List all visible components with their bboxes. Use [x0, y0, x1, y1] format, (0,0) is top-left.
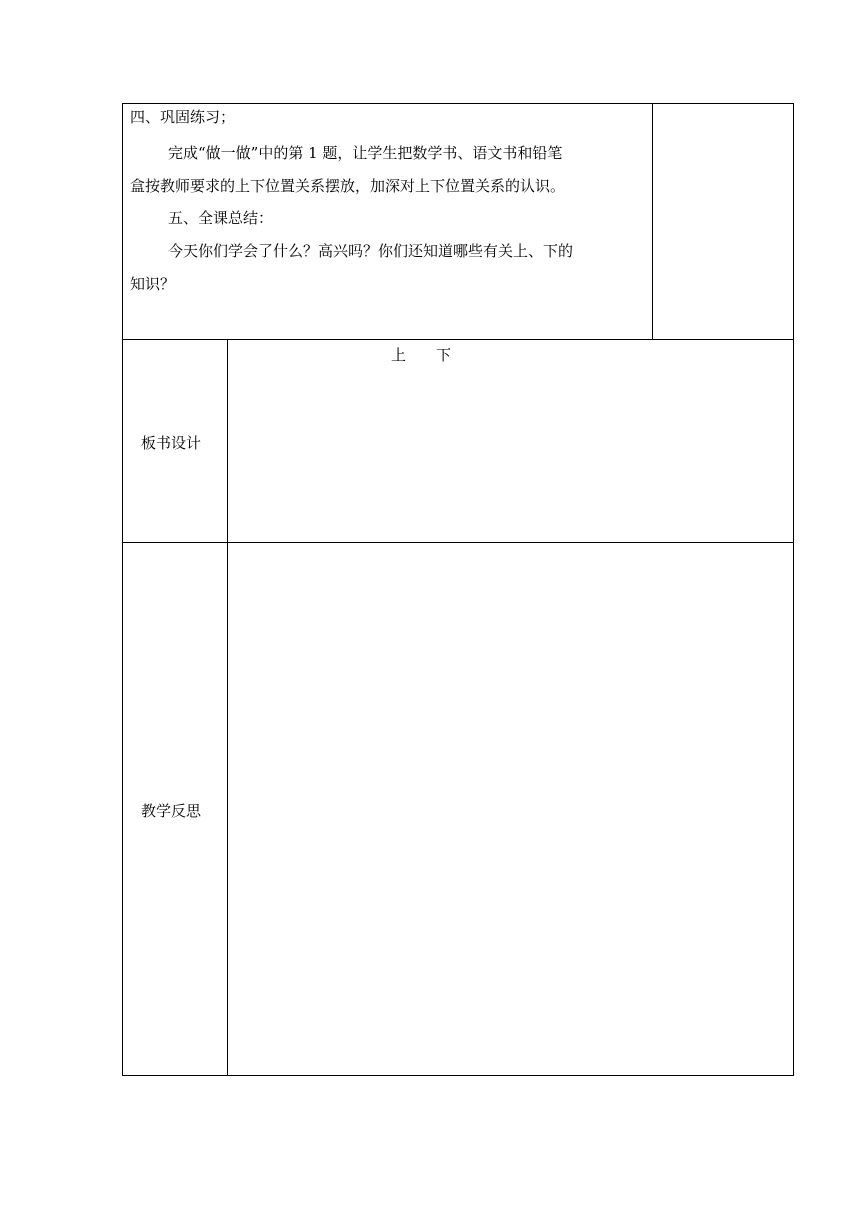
reflection-content-cell: [228, 543, 793, 1075]
board-design-content-cell: [228, 340, 793, 542]
section-five-text-line1: 今天你们学会了什么？高兴吗？你们还知道哪些有关上、下的: [168, 242, 574, 260]
board-design-label: 板书设计: [141, 434, 202, 452]
board-title-up: 上: [391, 346, 407, 364]
section-four-heading: 四、巩固练习；: [130, 108, 236, 126]
reflection-label-cell: [122, 543, 227, 1075]
lesson-plan-table: [122, 103, 794, 1076]
table-border-right: [793, 103, 794, 1076]
notes-cell: [653, 103, 793, 339]
section-four-text-line2: 盒按教师要求的上下位置关系摆放，加深对上下位置关系的认识。: [130, 177, 566, 195]
lesson-content-cell: [122, 103, 652, 339]
reflection-label: 教学反思: [141, 802, 202, 820]
section-four-text-line1: 完成“做一做”中的第 1 题，让学生把数学书、语文书和铅笔: [168, 144, 563, 162]
board-title-down: 下: [436, 346, 452, 364]
section-five-heading: 五、全课总结：: [168, 209, 274, 227]
board-design-label-cell: [122, 340, 227, 542]
section-five-text-line2: 知识？: [130, 275, 176, 293]
table-border-bottom: [122, 1075, 794, 1076]
